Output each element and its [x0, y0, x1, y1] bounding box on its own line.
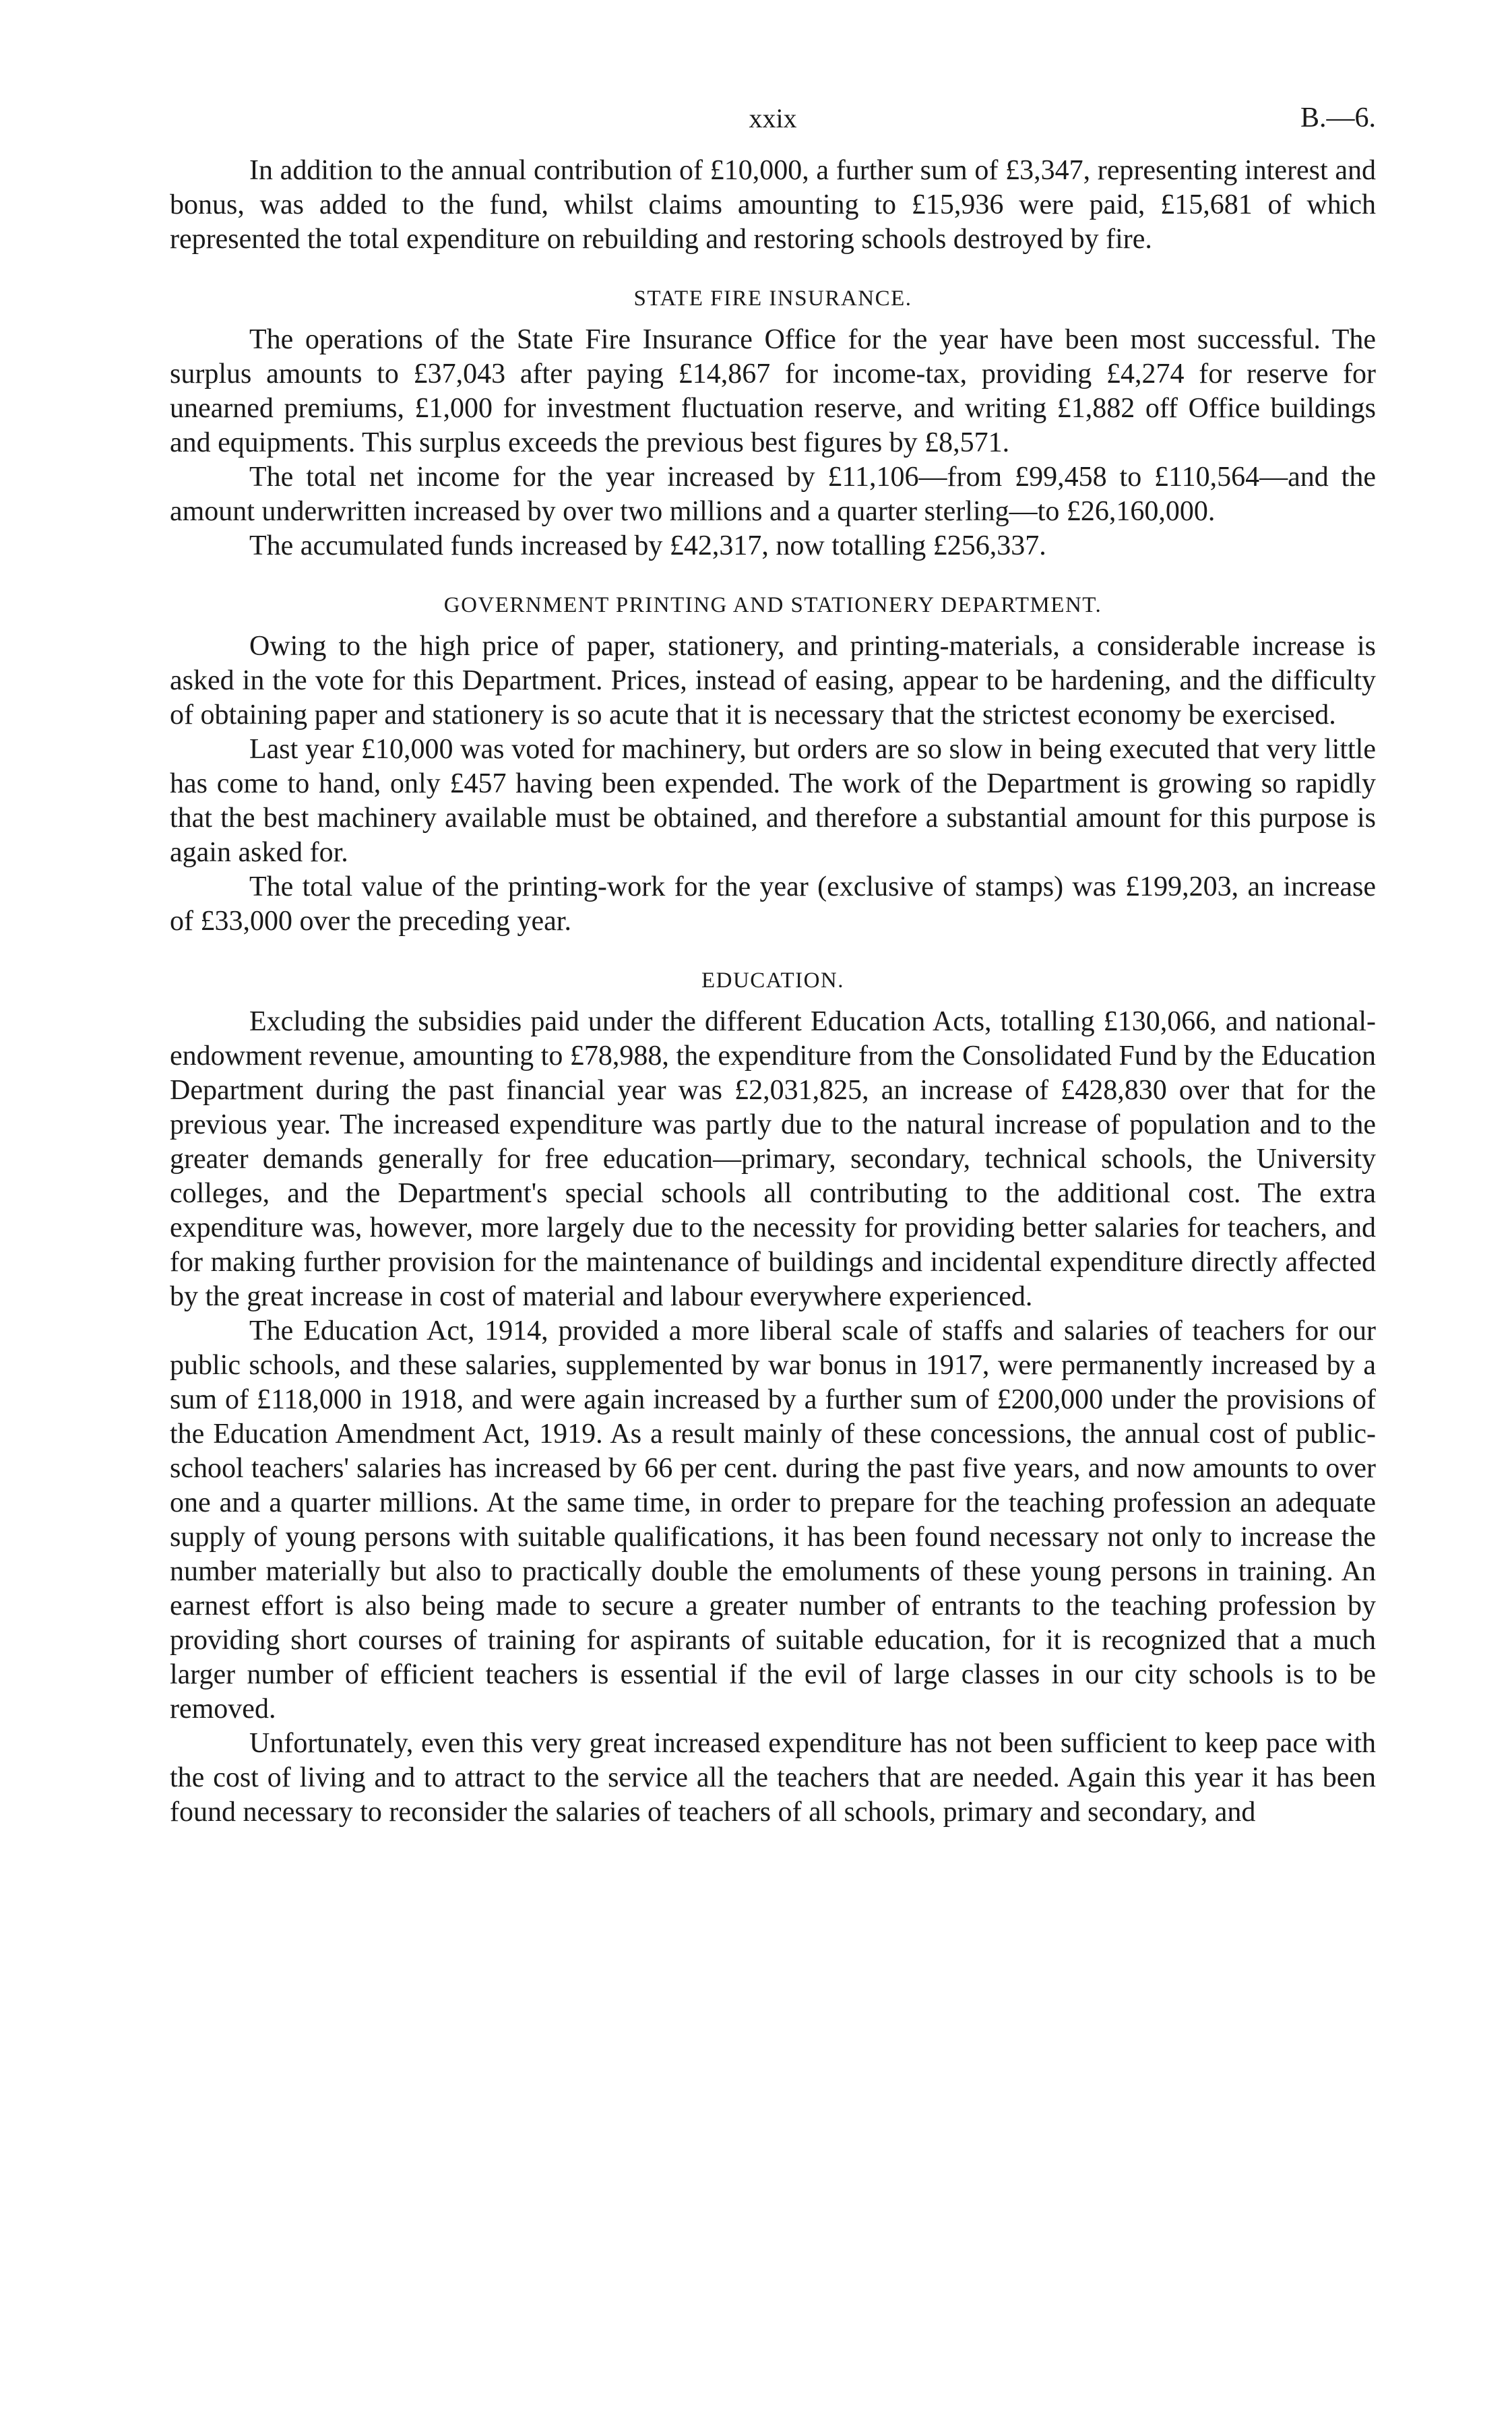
paragraph: The total value of the printing-work for the year (exclusive of stamps) was £199,203, an increase of £33,000 over the preceding year. [170, 871, 1376, 937]
paragraph: In addition to the annual contribution of £10,000, a further sum of £3,347, representing interest and bonus, was added to the fund, whilst claims amounting to £15,936 were paid, £15,681 of which represented the total expenditure on rebuilding and restoring schools destroyed by fire. [170, 155, 1376, 255]
page-number: xxix [749, 103, 797, 133]
section-heading: STATE FIRE INSURANCE. [633, 286, 912, 311]
section-heading: EDUCATION. [701, 968, 845, 993]
section-heading: GOVERNMENT PRINTING AND STATIONERY DEPARTMENT. [443, 593, 1102, 617]
paragraph: Excluding the subsidies paid under the different Education Acts, totalling £130,066, and national-endowment revenue, amounting to £78,988, the expenditure from the Consolidated Fund by the Education Department during the past financial year was £2,031,825, an increase of £428,830 over that for the previous year. The increased expenditure was partly due to the natural increase of population and to the greater demands generally for free education—primary, secondary, technical schools, the University colleges, and the Department's special schools all contributing to the additional cost. The extra expenditure was, however, more largely due to the necessity for providing better salaries for teachers, and for making further provision for the maintenance of buildings and incidental expenditure directly affected by the great increase in cost of material and labour everywhere experienced. [170, 1006, 1376, 1312]
page-header [170, 101, 1376, 142]
paragraph: The operations of the State Fire Insurance Office for the year have been most successful. The surplus amounts to £37,043 after paying £14,867 for income-tax, providing £4,274 for reserve for unearned premiums, £1,000 for investment fluctuation reserve, and writing £1,882 off Office buildings and equipments. This surplus exceeds the previous best figures by £8,571. [170, 324, 1376, 458]
paragraph: Unfortunately, even this very great increased expenditure has not been sufficient to keep pace with the cost of living and to attract to the service all the teachers that are needed. Again this year it has been found necessary to reconsider the salaries of teachers of all schools, primary and secondary, and [170, 1728, 1376, 1828]
state-fire-insurance-section [170, 284, 1376, 563]
printing-department-section [170, 590, 1376, 939]
paragraph: The accumulated funds increased by £42,317, now totalling £256,337. [249, 530, 1046, 561]
paragraph: Last year £10,000 was voted for machinery, but orders are so slow in being executed that very little has come to hand, only £457 having been expended. The work of the Department is growing so rapidly that the best machinery available must be obtained, and therefore a substantial amount for this purpose is again asked for. [170, 734, 1376, 868]
intro-section [170, 154, 1376, 257]
document-reference: B.—6. [1300, 102, 1376, 133]
paragraph: Owing to the high price of paper, stationery, and printing-materials, a considerable increase is asked in the vote for this Department. Prices, instead of easing, appear to be hardening, and the difficulty of obtaining paper and stationery is so acute that it is necessary that the strictest economy be exercised. [170, 631, 1376, 731]
paragraph: The total net income for the year increased by £11,106—from £99,458 to £110,564—and the amount underwritten increased by over two millions and a quarter sterling—to £26,160,000. [170, 462, 1376, 527]
paragraph: The Education Act, 1914, provided a more liberal scale of staffs and salaries of teachers for our public schools, and these salaries, supplemented by war bonus in 1917, were permanently increased by a sum of £118,000 in 1918, and were again increased by a further sum of £200,000 under the provisions of the Education Amendment Act, 1919. As a result mainly of these concessions, the annual cost of public-school teachers' salaries has increased by 66 per cent. during the past five years, and now amounts to over one and a quarter millions. At the same time, in order to prepare for the teaching profession an adequate supply of young persons with suitable qualifications, it has been found necessary not only to increase the number materially but also to practically double the emoluments of these young persons in training. An earnest effort is also being made to secure a greater number of entrants to the teaching profession by providing short courses of training for aspirants of suitable education, for it is recognized that a much larger number of efficient teachers is essential if the evil of large classes in our city schools is to be removed. [170, 1315, 1376, 1725]
education-section [170, 966, 1376, 1830]
document-page [170, 101, 1376, 1830]
